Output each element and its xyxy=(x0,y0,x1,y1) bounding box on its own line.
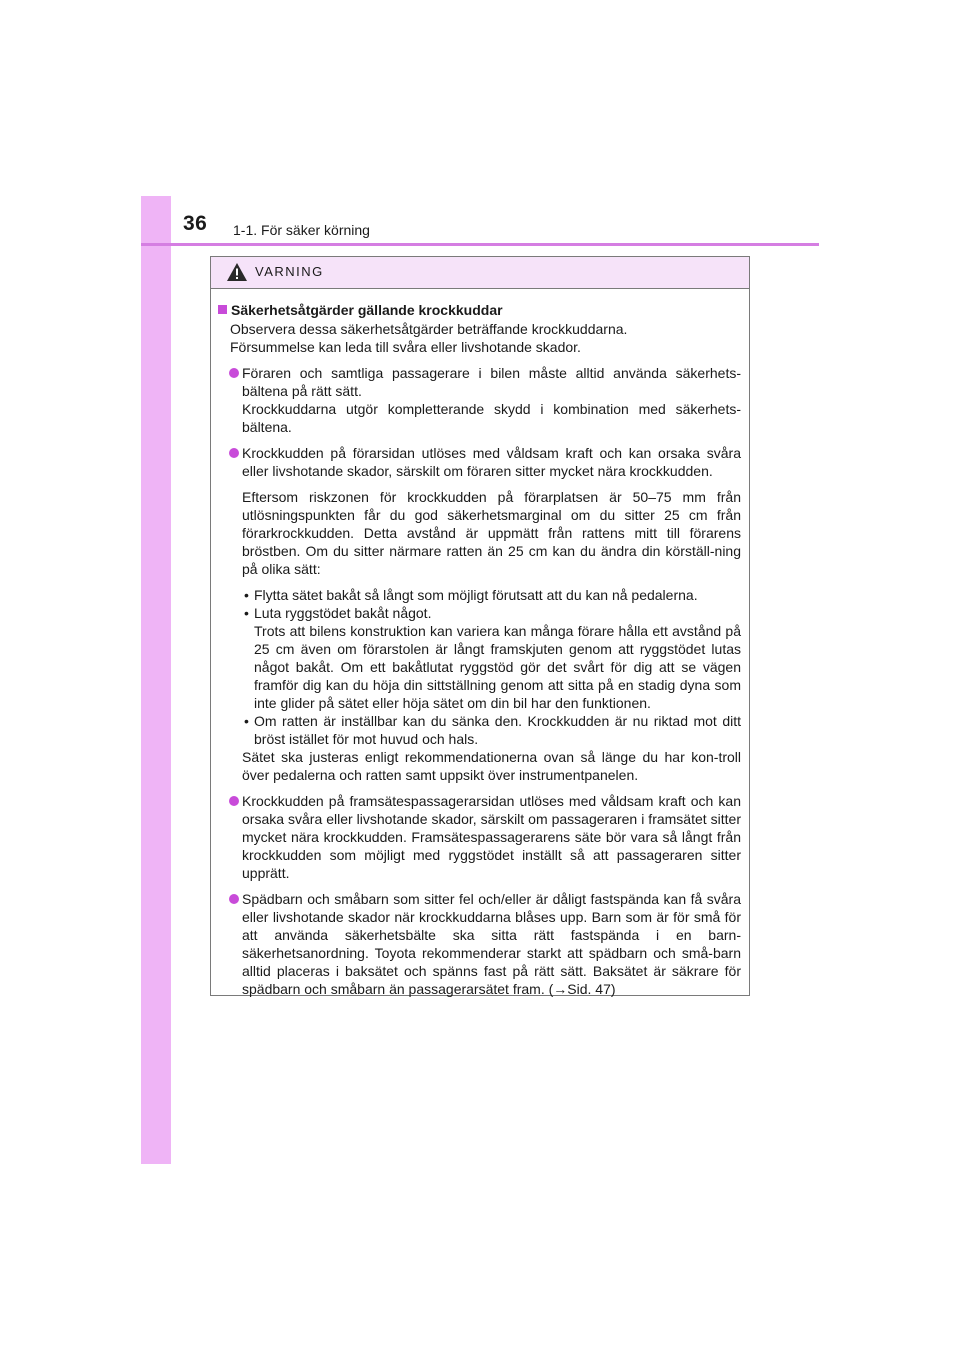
side-tab xyxy=(141,196,171,1164)
section-title: 1-1. För säker körning xyxy=(233,222,370,238)
bullet-passenger-airbag: Krockkudden på framsätespassagerarsidan utlöses med våldsam kraft och kan orsaka svåra eller livshotande skador, särskilt om passageraren i framsätet sitter mycket nära krockkudden. Framsätespassagerarens säte bör vara så långt från krockkudden som möjligt med ryggstödet inställt så att passageraren sitter upprätt. xyxy=(218,792,741,882)
warning-body xyxy=(211,289,749,998)
header-rule xyxy=(141,243,819,246)
sub-item-steering: • Om ratten är inställbar kan du sänka den. Krockkudden är nu riktad mot ditt bröst istället för mot huvud och hals. xyxy=(244,713,741,747)
seat-adjust-note: Sätet ska justeras enligt rekommendationerna ovan så länge du har kon-troll över pedalerna och ratten samt uppsikt över instrumentpanelen. xyxy=(242,749,741,783)
warning-box xyxy=(210,256,750,996)
intro-line-2: Försummelse kan leda till svåra eller livshotande skador. xyxy=(230,339,581,355)
bullet-seatbelts: Föraren och samtliga passagerare i bilen måste alltid använda säkerhets-bältena på rätt sätt. Krockkuddarna utgör kompletterande skydd i kombination med säkerhets-bältena. xyxy=(218,364,741,436)
bullet-children: Spädbarn och småbarn som sitter fel och/eller är dåligt fastspända kan få svåra eller livshotande skador när krockkuddarna blåses upp. Barn som är för små för att använda säkerhetsbälte ska sitta rätt fastspända i en barn-säkerhetsanordning. Toyota rekommenderar starkt att spädbarn och små-barn alltid placeras i baksätet och spänns fast på rätt sätt. Baksätet är säkrare för spädbarn och småbarn än passagerarsätet fram. (→Sid. 47) xyxy=(218,890,741,998)
circle-bullet-icon xyxy=(229,894,239,904)
sub-item-recline-detail: Trots att bilens konstruktion kan variera kan många förare hålla ett avstånd på 25 cm även om förarstolen är långt framskjuten genom att ryggstödet lutas något bakåt. Om ett bakåtlutat ryggstöd gör det svårt för dig att se vägen framför dig kan du höja din sittställning genom att sitta på en stadig dyna som inte glider på sätet eller höja sätet om din bil har den funktionen. xyxy=(254,623,741,711)
circle-bullet-icon xyxy=(229,796,239,806)
driver-distance-paragraph: Eftersom riskzonen för krockkudden på förarplatsen är 50–75 mm från utlösningspunkten får du god säkerhetsmarginal om du sitter 25 cm från förarkrockkudden. Detta avstånd är uppmätt från rattens mitt till förarens bröstben. Om du sitter närmare ratten än 25 cm kan du ändra din körställ-ning på olika sätt: xyxy=(242,489,741,577)
bullet-driver-airbag: Krockkudden på förarsidan utlöses med våldsam kraft och kan orsaka svåra eller livshotande skador, särskilt om föraren sitter mycket nära krockkudden. xyxy=(218,444,741,480)
square-bullet-icon xyxy=(218,305,227,314)
sub-item-seat-back: • Flytta sätet bakåt så långt som möjligt förutsatt att du kan nå pedalerna. xyxy=(244,587,698,603)
page-number: 36 xyxy=(183,212,208,235)
intro-line-1: Observera dessa säkerhetsåtgärder beträffande krockkuddarna. xyxy=(230,321,628,337)
warning-label: VARNING xyxy=(255,264,324,279)
sub-item-recline: • Luta ryggstödet bakåt något. xyxy=(244,605,432,621)
circle-bullet-icon xyxy=(229,368,239,378)
circle-bullet-icon xyxy=(229,448,239,458)
warning-heading: Säkerhetsåtgärder gällande krockkuddar xyxy=(218,301,741,319)
warning-header xyxy=(211,257,749,289)
warning-triangle-icon xyxy=(226,262,248,282)
